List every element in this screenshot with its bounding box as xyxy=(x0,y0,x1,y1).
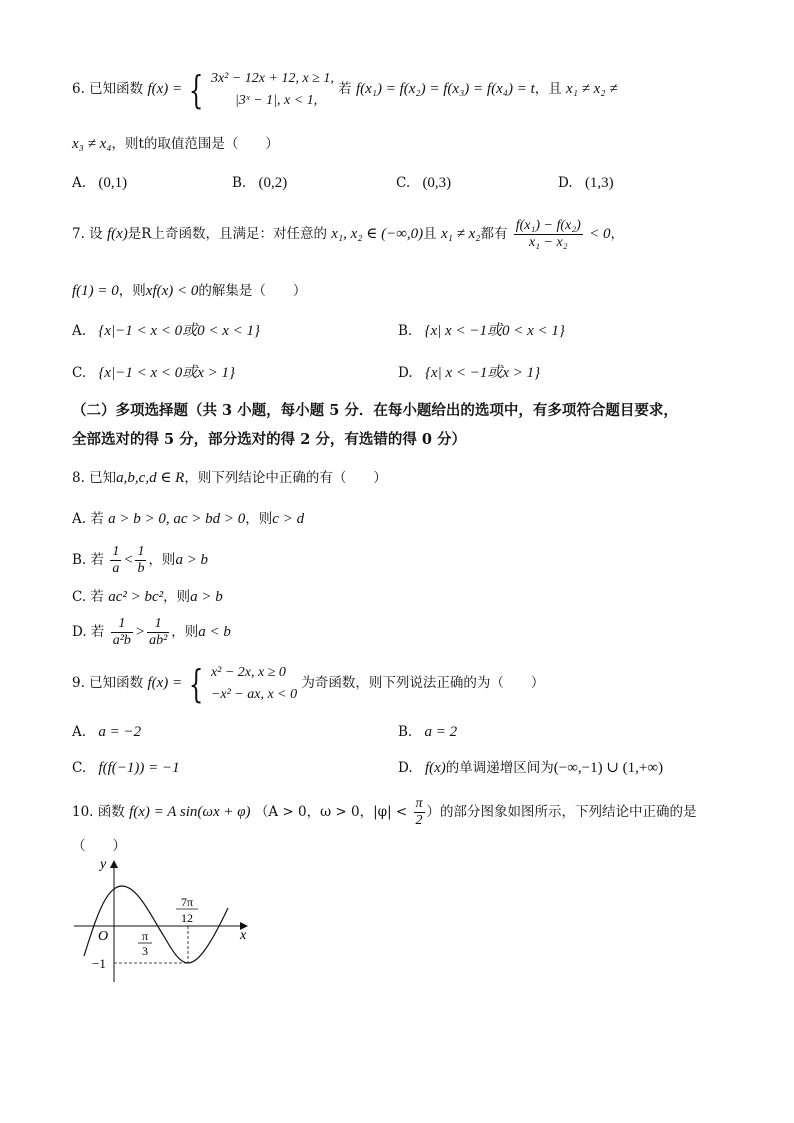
brace-icon: { xyxy=(189,661,204,706)
q6-line2: x₃ ≠ x₄，则t的取值范围是（ ） xyxy=(72,136,279,152)
q7-option-b[interactable]: B. {x| x < −1或0 < x < 1} xyxy=(398,323,565,339)
tick-7pi12-num: 7π xyxy=(180,895,194,909)
q7-line2: f(1) = 0，则xf(x) < 0的解集是（ ） xyxy=(72,283,307,299)
tick-pi3-num: π xyxy=(141,929,149,943)
q7-option-d[interactable]: D. {x| x < −1或x > 1} xyxy=(398,365,541,381)
q8-option-a[interactable]: A. 若 a > b > 0, ac > bd > 0，则c > d xyxy=(72,511,305,527)
q6-number: 6. 已知函数 xyxy=(72,81,144,98)
section-heading-line1: （二）多项选择题（共 3 小题，每小题 5 分．在每小题给出的选项中，有多项符合题目要求， xyxy=(72,402,678,419)
sine-curve xyxy=(84,886,228,963)
tick-pi3-den: 3 xyxy=(142,944,148,958)
q7-option-a[interactable]: A. {x|−1 < x < 0或0 < x < 1} xyxy=(72,323,261,339)
q8-option-c[interactable]: C. 若 ac² > bc²，则a > b xyxy=(72,589,223,605)
q9-option-b[interactable]: B. a = 2 xyxy=(398,724,458,740)
q9-option-a[interactable]: A. a = −2 xyxy=(72,724,142,740)
q8-option-b[interactable]: B. 若 $\frac{1}{a}$ < $\frac{1}{b}$ ，则a > b xyxy=(72,544,209,577)
q7-option-c[interactable]: C. {x|−1 < x < 0或x > 1} xyxy=(72,365,236,381)
origin-label: O xyxy=(98,929,109,944)
q6-option-b[interactable]: B. (0,2) xyxy=(232,175,288,191)
q9-option-d[interactable]: D. f(x)的单调递增区间为(−∞,−1) ∪ (1,+∞) xyxy=(398,760,664,776)
y-label: y xyxy=(100,857,107,872)
q6-piecewise: 3x² − 12x + 12, x ≥ 1, |3ˣ − 1|, x < 1, xyxy=(210,71,334,108)
q9-option-c[interactable]: C. f(f(−1)) = −1 xyxy=(72,760,180,776)
q7-stem: 7. 设 f(x)是R上奇函数，且满足：对任意的 x₁, x₂ ∈ (−∞,0)且 x₁ ≠ x₂都有 $\frac{\text{f(x₁) − f(x₂)}}{\text{x₁ − x₂}}$ < 0， xyxy=(72,218,624,251)
q7-fraction: $\frac{\text{f(x₁) − f(x₂)}}{\text{x₁ − x₂}}$ xyxy=(515,218,581,251)
x-label: x xyxy=(240,928,247,943)
q6-option-c[interactable]: C. (0,3) xyxy=(396,175,452,191)
sine-graph xyxy=(70,856,260,986)
q10-paren: （ ） xyxy=(72,838,126,854)
q6-option-d[interactable]: D. (1,3) xyxy=(558,175,614,191)
q10-stem: 10. 函数 f(x) = A sin(ωx + φ) （A > 0，ω > 0，|φ| < $\frac{\pi}{2}$ ）的部分图象如图所示，下列结论中正确的是 xyxy=(72,796,697,829)
y-min-label: −1 xyxy=(92,956,106,971)
q8-stem: 8. 已知a,b,c,d ∈ R，则下列结论中正确的有（ ） xyxy=(72,470,387,486)
q6-option-a[interactable]: A. (0,1) xyxy=(72,175,128,191)
q8-option-d[interactable]: D. 若 $\frac{1}{\text{a²b}}$ > $\frac{1}{\text{ab²}}$ ，则a < b xyxy=(72,616,231,649)
q9-piecewise: x² − 2x, x ≥ 0 −x² − ax, x < 0 xyxy=(210,665,298,702)
q6-stem: 6. 已知函数 f(x) = { 3x² − 12x + 12, x ≥ 1, |3ˣ − 1|, x < 1, 若 f(x₁) = f(x₂) = f(x₃) = f(x₄) = t，且 x₁ ≠ x₂ ≠ xyxy=(72,67,618,112)
tick-7pi12-den: 12 xyxy=(181,911,193,925)
section-heading-line2: 全部选对的得 5 分，部分选对的得 2 分，有选错的得 0 分） xyxy=(72,431,467,448)
q9-stem: 9. 已知函数 f(x) = { x² − 2x, x ≥ 0 −x² − ax, x < 0 为奇函数，则下列说法正确的为（ ） xyxy=(72,661,545,706)
brace-icon: { xyxy=(189,67,204,112)
